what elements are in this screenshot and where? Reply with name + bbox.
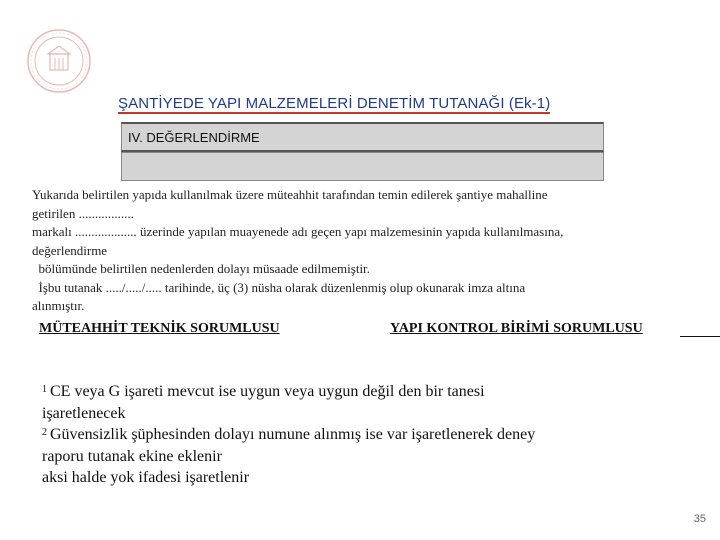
contractor-signature-label: MÜTEAHHİT TEKNİK SORUMLUSU [39, 321, 280, 336]
ministry-seal-logo [26, 28, 92, 94]
paragraph-line: markalı ................... üzerinde yapılan muayenede adı geçen yapı malzemesinin yapıda kullanılmasına, [32, 224, 564, 239]
footnotes [42, 381, 535, 489]
section-heading: IV. DEĞERLENDİRME [128, 130, 260, 145]
footnote-2-line: aksi halde yok ifadesi işaretlenir [42, 469, 250, 486]
footnote-1-line: $^1$ CE veya G işareti mevcut ise uygun veya uygun değil den bir tanesi [42, 383, 485, 400]
footnote-2-line: $^2$ Güvensizlik şüphesinden dolayı numune alınmış ise var işaretlenerek deney [42, 426, 536, 443]
paragraph-line: alınmıştır. [32, 298, 85, 313]
document-title: ŞANTİYEDE YAPI MALZEMELERİ DENETİM TUTANAĞI (Ek-1) [118, 95, 551, 112]
paragraph-line: İşbu tutanak ...../...../..... tarihinde, üç (3) nüsha olarak düzenlenmiş olup okunarak imza altına [32, 279, 526, 295]
signature-line [680, 336, 720, 337]
paragraph-line: değerlendirme [32, 242, 108, 258]
footnote-2-line: raporu tutanak ekine eklenir [42, 447, 222, 465]
inspection-signature-label: YAPI KONTROL BİRİMİ SORUMLUSU [390, 321, 643, 336]
title-underline [118, 112, 550, 114]
paragraph-line: getirilen ................. [32, 205, 134, 221]
evaluation-paragraph [32, 186, 702, 316]
section-header-box [121, 122, 604, 152]
footnote-1-line: işaretlenecek [42, 404, 126, 422]
footnote-1-marker: 1 [42, 384, 47, 395]
paragraph-line: bölümünde belirtilen nedenlerden dolayı müsaade edilmemiştir. [32, 261, 370, 276]
evaluation-field-box [121, 152, 604, 181]
page-number: 35 [693, 513, 706, 525]
paragraph-line: Yukarıda belirtilen yapıda kullanılmak üzere müteahhit tarafından temin edilerek şantiye mahalline [32, 187, 548, 202]
footnote-2-marker: 2 [42, 427, 47, 438]
